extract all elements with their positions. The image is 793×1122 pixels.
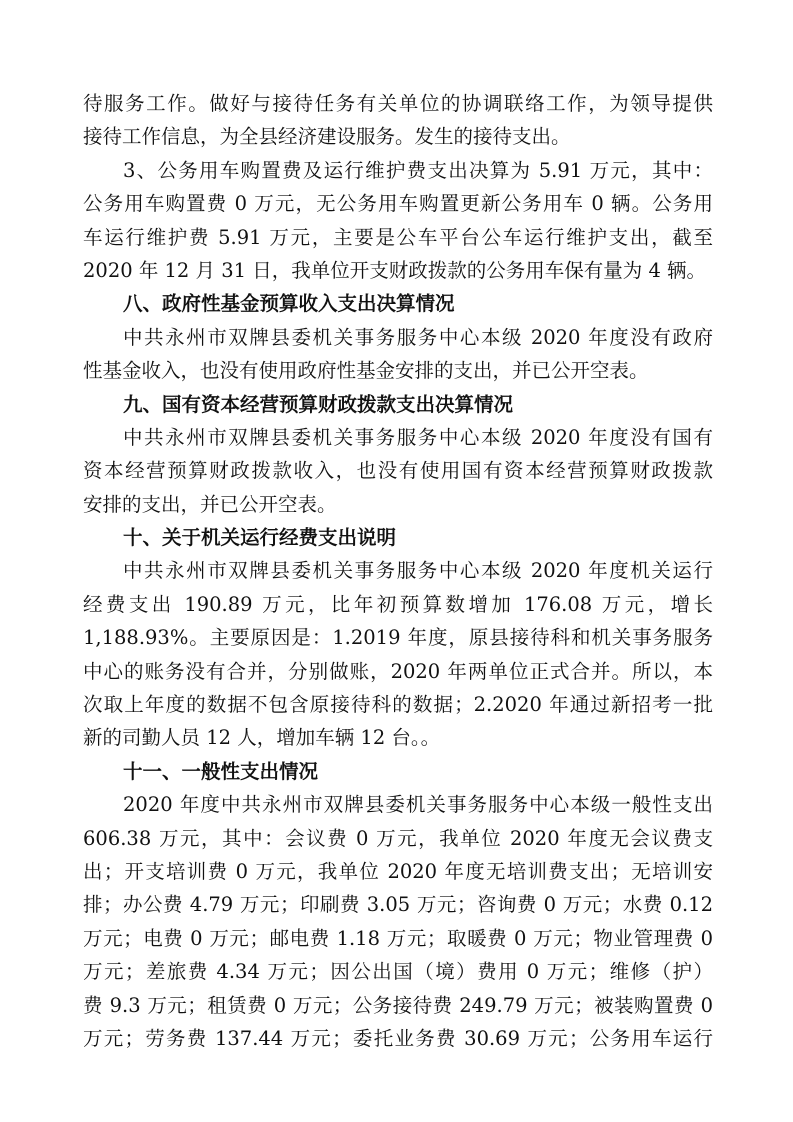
text-line: 3、公务用车购置费及运行维护费支出决算为 5.91 万元，其中： <box>123 158 713 182</box>
text-line: 八、政府性基金预算收入支出决算情况 <box>123 292 455 316</box>
text-line: 1,188.93%。主要原因是：1.2019 年度，原县接待科和机关事务服务 <box>83 626 713 650</box>
text-line: 待服务工作。做好与接待任务有关单位的协调联络工作，为领导提供 <box>83 92 713 115</box>
text-line: 十、关于机关运行经费支出说明 <box>123 526 397 550</box>
text-line: 中心的账务没有合并，分别做账，2020 年两单位正式合并。所以，本 <box>83 659 713 683</box>
paragraph <box>83 87 713 154</box>
text-line: 新的司勤人员 12 人，增加车辆 12 台。。 <box>83 726 441 750</box>
text-line: 九、国有资本经营预算财政拨款支出决算情况 <box>123 392 514 416</box>
text-line: 安排的支出，并已公开空表。 <box>83 492 337 516</box>
text-line: 万元；电费 0 万元；邮电费 1.18 万元；取暖费 0 万元；物业管理费 0 <box>83 926 713 950</box>
text-line: 中共永州市双牌县委机关事务服务中心本级 2020 年度机关运行 <box>123 559 713 583</box>
text-line: 出；开支培训费 0 万元，我单位 2020 年度无培训费支出；无培训安 <box>83 859 713 883</box>
text-line: 中共永州市双牌县委机关事务服务中心本级 2020 年度没有国有 <box>123 425 713 449</box>
text-line: 2020 年 12 月 31 日，我单位开支财政拨款的公务用车保有量为 4 辆。 <box>83 258 707 282</box>
section-heading <box>83 388 713 421</box>
text-line: 万元；差旅费 4.34 万元；因公出国（境）费用 0 万元；维修（护） <box>83 960 713 984</box>
paragraph <box>83 554 713 754</box>
paragraph <box>83 421 713 521</box>
paragraph <box>83 154 713 288</box>
paragraph <box>83 788 713 1055</box>
paragraph <box>83 321 713 388</box>
document-page <box>83 87 713 1055</box>
text-line: 次取上年度的数据不包含原接待科的数据；2.2020 年通过新招考一批 <box>83 693 713 717</box>
text-line: 车运行维护费 5.91 万元，主要是公车平台公车运行维护支出，截至 <box>83 225 713 249</box>
text-line: 费 9.3 万元；租赁费 0 万元；公务接待费 249.79 万元；被装购置费 0 <box>83 993 713 1017</box>
text-line: 资本经营预算财政拨款收入，也没有使用国有资本经营预算财政拨款 <box>83 459 713 483</box>
text-line: 公务用车购置费 0 万元，无公务用车购置更新公务用车 0 辆。公务用 <box>83 192 713 216</box>
section-heading <box>83 287 713 320</box>
text-line: 2020 年度中共永州市双牌县委机关事务服务中心本级一般性支出 <box>123 793 713 817</box>
text-line: 中共永州市双牌县委机关事务服务中心本级 2020 年度没有政府 <box>123 325 713 349</box>
text-line: 十一、一般性支出情况 <box>123 759 319 783</box>
text-line: 万元；劳务费 137.44 万元；委托业务费 30.69 万元；公务用车运行 <box>83 1026 713 1050</box>
text-line: 排；办公费 4.79 万元；印刷费 3.05 万元；咨询费 0 万元；水费 0.12 <box>83 893 713 917</box>
text-line: 606.38 万元，其中：会议费 0 万元，我单位 2020 年度无会议费支 <box>83 826 713 850</box>
section-heading <box>83 521 713 554</box>
text-line: 接待工作信息，为全县经济建设服务。发生的接待支出。 <box>83 125 571 149</box>
text-line: 经费支出 190.89 万元，比年初预算数增加 176.08 万元，增长 <box>83 592 713 616</box>
text-line: 性基金收入，也没有使用政府性基金安排的支出，并已公开空表。 <box>83 359 649 383</box>
section-heading <box>83 755 713 788</box>
